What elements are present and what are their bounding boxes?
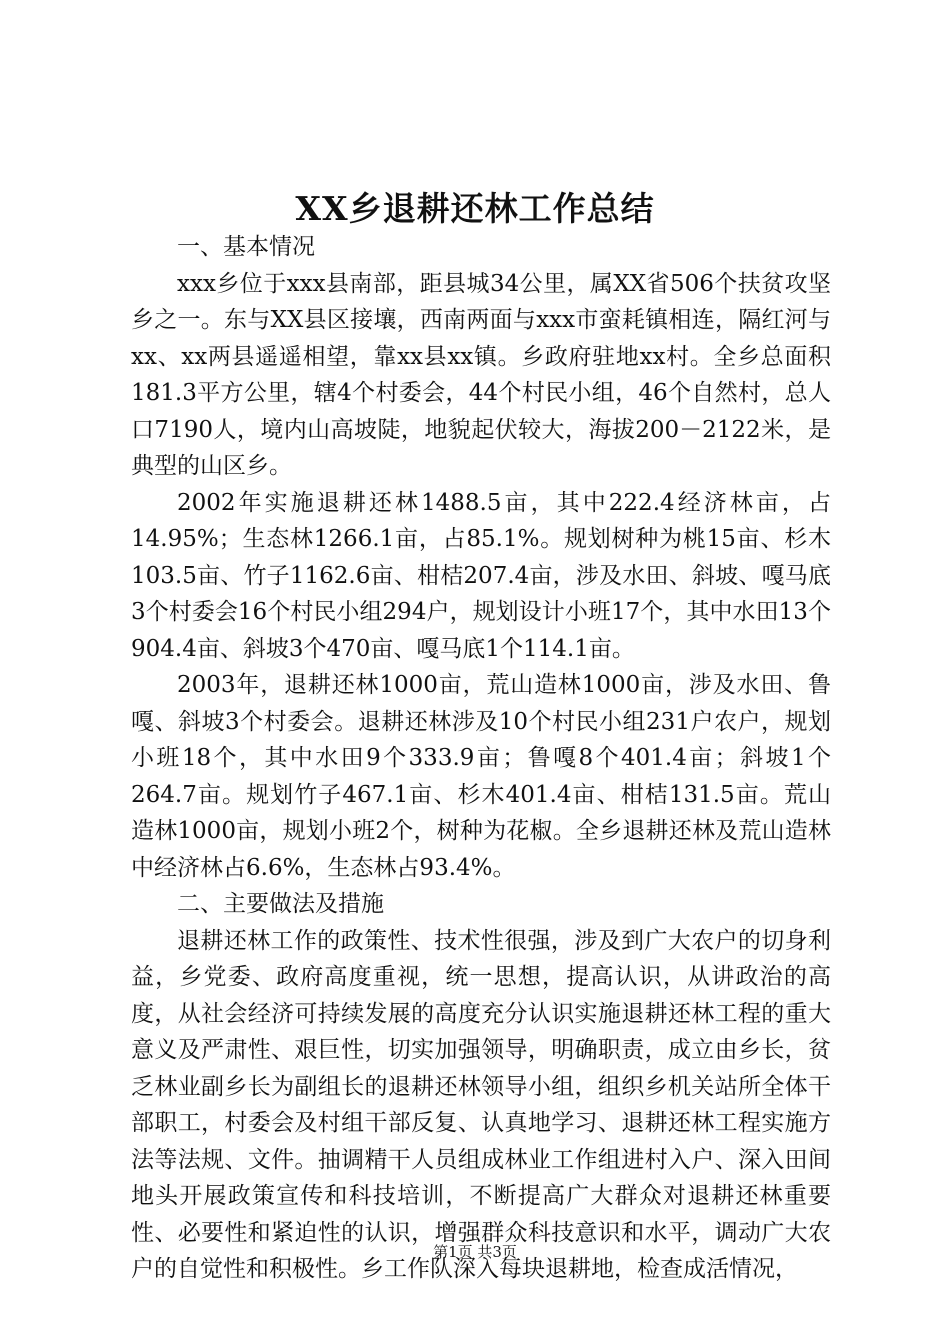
paragraph-2003: 2003年，退耕还林1000亩，荒山造林1000亩，涉及水田、鲁嘎、斜坡3个村委会。退耕还林涉及10个村民小组231户农户，规划小班18个，其中水田9个333.9亩；鲁嘎8个401.4亩；斜坡1个264.7亩。规划竹子467.1亩、杉木401.4亩、柑桔131.5亩。荒山造林1000亩，规划小班2个，树种为花椒。全乡退耕还林及荒山造林中经济林占6.6%，生态林占93.4%。 xyxy=(131,672,831,881)
section-heading-measures: 二、主要做法及措施 xyxy=(177,891,384,917)
paragraph-overview: xxx乡位于xxx县南部，距县城34公里，属XX省506个扶贫攻坚乡之一。东与XX县区接壤，西南两面与xxx市蛮耗镇相连，隔红河与xx、xx两县遥遥相望，靠xx县xx镇。乡政府驻地xx村。全乡总面积181.3平方公里，辖4个村委会，44个村民小组，46个自然村，总人口7190人，境内山高坡陡，地貌起伏较大，海拔200－2122米，是典型的山区乡。 xyxy=(131,270,831,479)
section-heading-basic-info: 一、基本情况 xyxy=(177,234,315,260)
document-body xyxy=(131,229,831,1288)
paragraph-2002: 2002年实施退耕还林1488.5亩，其中222.4经济林亩，占14.95%；生态林1266.1亩，占85.1%。规划树种为桃15亩、杉木103.5亩、竹子1162.6亩、柑桔207.4亩，涉及水田、斜坡、嘎马底3个村委会16个村民小组294户，规划设计小班17个，其中水田13个904.4亩、斜坡3个470亩、嘎马底1个114.1亩。 xyxy=(131,489,831,662)
page-footer: 第1页 共3页 xyxy=(433,1243,517,1261)
document-title: XX乡退耕还林工作总结 xyxy=(295,189,655,228)
paragraph-measures: 退耕还林工作的政策性、技术性很强，涉及到广大农户的切身利益，乡党委、政府高度重视，统一思想，提高认识，从讲政治的高度，从社会经济可持续发展的高度充分认识实施退耕还林工程的重大意义及严肃性、艰巨性，切实加强领导，明确职责，成立由乡长，贫乏林业副乡长为副组长的退耕还林领导小组，组织乡机关站所全体干部职工，村委会及村组干部反复、认真地学习、退耕还林工程实施方法等法规、文件。抽调精干人员组成林业工作组进村入户、深入田间地头开展政策宣传和科技培训，不断提高广大群众对退耕还林重要性、必要性和紧迫性的认识，增强群众科技意识和水平，调动广大农户的自觉性和积极性。乡工作队深入每块退耕地，检查成活情况， xyxy=(131,927,831,1282)
